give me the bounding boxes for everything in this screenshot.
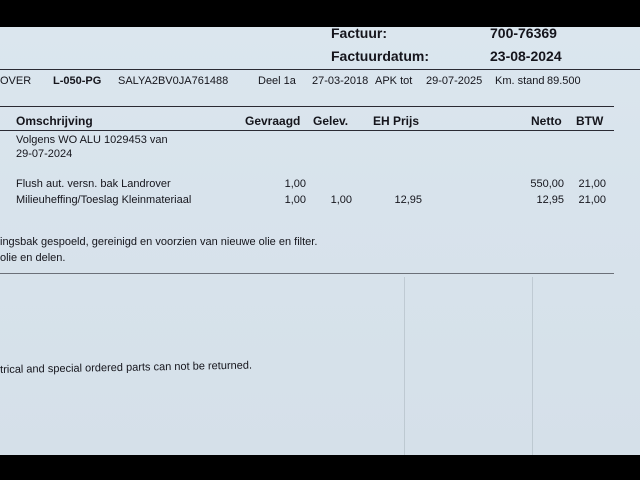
invoice-number-value: 700-76369 — [490, 27, 557, 41]
km-label: Km. stand — [495, 75, 545, 87]
notes-divider — [0, 273, 614, 274]
header-divider — [0, 69, 640, 70]
col-header-delivered: Gelev. — [313, 114, 349, 128]
invoice-number-label: Factuur: — [331, 27, 387, 41]
returns-disclaimer: trical and special ordered parts can not be returned. — [0, 359, 253, 376]
table-row-description: Milieuheffing/Toeslag Kleinmateriaal — [16, 194, 192, 206]
column-guide — [404, 277, 405, 455]
table-header-rule — [0, 130, 614, 131]
table-row-description: Flush aut. versn. bak Landrover — [16, 178, 171, 190]
table-row-vat: 21,00 — [578, 194, 606, 206]
col-header-net: Netto — [531, 114, 562, 128]
apk-label: APK tot — [375, 75, 413, 87]
column-guide — [532, 277, 533, 455]
table-row-delivered: 1,00 — [330, 194, 352, 206]
work-order-ref: Volgens WO ALU 1029453 van — [16, 134, 168, 146]
deel-date: 27-03-2018 — [312, 75, 369, 87]
apk-date: 29-07-2025 — [426, 75, 483, 87]
km-value: 89.500 — [547, 75, 581, 87]
vehicle-vin: SALYA2BV0JA761488 — [118, 75, 229, 87]
invoice-date-value: 23-08-2024 — [490, 48, 562, 64]
col-header-vat: BTW — [576, 114, 604, 128]
work-order-date: 29-07-2024 — [16, 148, 73, 160]
table-row-vat: 21,00 — [578, 178, 606, 190]
table-row-ordered: 1,00 — [284, 194, 306, 206]
invoice-date-label: Factuurdatum: — [331, 48, 429, 64]
table-row-net: 12,95 — [536, 194, 564, 206]
note-line-1: ingsbak gespoeld, gereinigd en voorzien van nieuwe olie en filter. — [0, 236, 318, 248]
vehicle-model: OVER — [0, 75, 32, 87]
note-line-2: olie en delen. — [0, 252, 66, 264]
invoice-page — [0, 27, 640, 455]
vehicle-plate: L-050-PG — [53, 75, 102, 87]
table-row-net: 550,00 — [530, 178, 564, 190]
col-header-ordered: Gevraagd — [245, 114, 301, 128]
col-header-unit-price: EH Prijs — [373, 114, 420, 128]
table-row-unit-price: 12,95 — [394, 194, 422, 206]
deel-label: Deel 1a — [258, 75, 296, 87]
col-header-description: Omschrijving — [16, 114, 93, 128]
table-row-ordered: 1,00 — [284, 178, 306, 190]
table-top-rule — [0, 106, 614, 107]
